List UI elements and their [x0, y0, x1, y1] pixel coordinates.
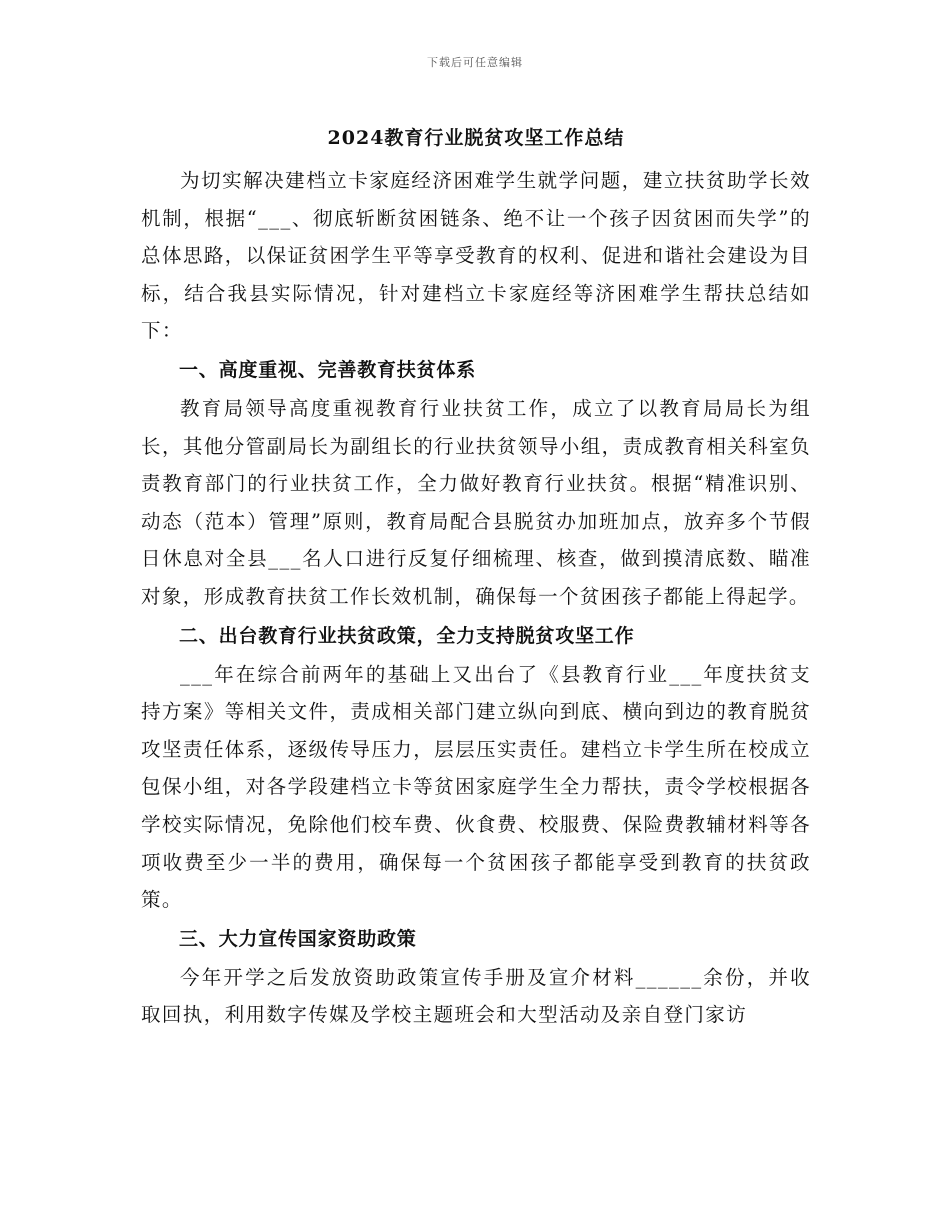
paragraph-section-1: 教育局领导高度重视教育行业扶贫工作，成立了以教育局局长为组长，其他分管副局长为副组长的行业扶贫领导小组，责成教育相关科室负责教育部门的行业扶贫工作，全力做好教育行业扶贫。根据“精准识别、动态（范本）管理”原则，教育局配合县脱贫办加班加点，放弃多个节假日休息对全县___名人口进行反复仔细梳理、核查，做到摸清底数、瞄准对象，形成教育扶贫工作长效机制，确保每一个贫困孩子都能上得起学。	[141, 396, 811, 608]
paragraph-section-3: 今年开学之后发放资助政策宣传手册及宣介材料______余份，并收取回执，利用数字传媒及学校主题班会和大型活动及亲自登门家访	[141, 965, 811, 1027]
document-title: 2024教育行业脱贫攻坚工作总结	[327, 127, 625, 149]
page-header-note: 下载后可任意编辑	[427, 56, 523, 69]
section-heading-1: 一、高度重视、完善教育扶贫体系	[179, 358, 477, 381]
section-heading-2: 二、出台教育行业扶贫政策，全力支持脱贫攻坚工作	[179, 624, 635, 647]
paragraph-section-2: ___年在综合前两年的基础上又出台了《县教育行业___年度扶贫支持方案》等相关文件，责成相关部门建立纵向到底、横向到边的教育脱贫攻坚责任体系，逐级传导压力，层层压实责任。建档立卡学生所在校成立包保小组，对各学段建档立卡等贫困家庭学生全力帮扶，责令学校根据各学校实际情况，免除他们校车费、伙食费、校服费、保险费教辅材料等各项收费至少一半的费用，确保每一个贫困孩子都能享受到教育的扶贫政策。	[141, 662, 811, 912]
document-body	[141, 118, 811, 1034]
paragraph-intro: 为切实解决建档立卡家庭经济困难学生就学问题，建立扶贫助学长效机制，根据“___、彻底斩断贫困链条、绝不让一个孩子因贫困而失学”的总体思路，以保证贫困学生平等享受教育的权利、促进和谐社会建设为目标，结合我县实际情况，针对建档立卡家庭经等济困难学生帮扶总结如下：	[141, 169, 811, 343]
section-heading-3: 三、大力宣传国家资助政策	[179, 927, 417, 950]
